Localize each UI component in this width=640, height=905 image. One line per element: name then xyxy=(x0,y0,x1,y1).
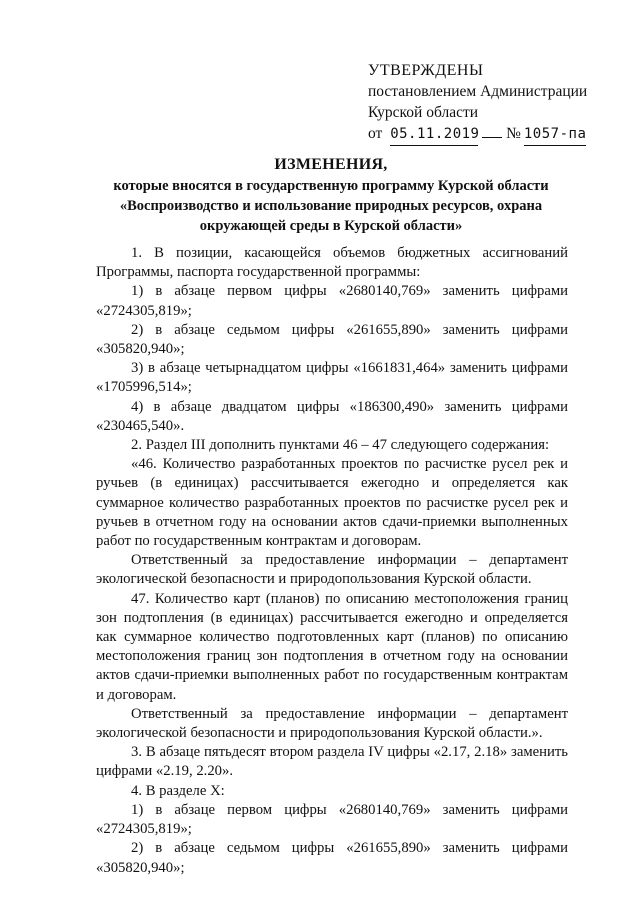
paragraph: 1. В позиции, касающейся объемов бюджетных ассигнований Программы, паспорта государственной программы: xyxy=(96,245,568,281)
approval-decree: постановлением Администрации xyxy=(368,83,588,100)
number-prefix: № xyxy=(506,125,521,142)
approval-date-line xyxy=(368,123,608,146)
paragraph: 3) в абзаце четырнадцатом цифры «1661831,464» заменить цифрами «1705996,514»; xyxy=(96,360,568,396)
paragraph: 4. В разделе X: xyxy=(131,782,225,799)
approval-title: УТВЕРЖДЕНЫ xyxy=(368,62,484,79)
paragraph: Ответственный за предоставление информации – департамент экологической безопасности и природопользования Курской области. xyxy=(96,552,568,588)
paragraph: 2) в абзаце седьмом цифры «261655,890» заменить цифрами «305820,940»; xyxy=(96,840,568,876)
approval-region: Курской области xyxy=(368,104,479,121)
decree-date: 05.11.2019 xyxy=(390,124,478,146)
paragraph: 4) в абзаце двадцатом цифры «186300,490» заменить цифрами «230465,540». xyxy=(96,398,568,434)
paragraph: 2. Раздел III дополнить пунктами 46 – 47 следующего содержания: xyxy=(131,437,550,454)
document-heading: ИЗМЕНЕНИЯ, xyxy=(274,156,388,173)
paragraph: 1) в абзаце первом цифры «2680140,769» заменить цифрами «2724305,819»; xyxy=(96,801,568,838)
paragraph: 3. В абзаце пятьдесят втором раздела IV цифры «2.17, 2.18» заменить цифрами «2.19, 2.20». xyxy=(96,744,568,780)
paragraph: «46. Количество разработанных проектов по расчистке русел рек и ручьев (в единицах) рассчитывается ежегодно и определяется как суммарное количество разработанных проектов по расчистке русел рек и ручьев в отчетном году на основании актов сдачи-приемки выполненных работ по государственным контрактам и договорам. xyxy=(96,456,568,550)
paragraph: 1) в абзаце первом цифры «2680140,769» заменить цифрами «2724305,819»; xyxy=(96,283,568,319)
paragraph: 2) в абзаце седьмом цифры «261655,890» заменить цифрами «305820,940»; xyxy=(96,321,568,358)
approval-stamp xyxy=(368,60,608,146)
document-subheading: которые вносятся в государственную программу Курской области «Воспроизводство и использование природных ресурсов, охрана окружающей среды в Курской области» xyxy=(113,178,549,234)
decree-number: 1057-па xyxy=(524,124,587,146)
underline xyxy=(482,137,502,138)
date-prefix: от xyxy=(368,125,383,142)
document-body xyxy=(96,244,568,878)
paragraph: Ответственный за предоставление информации – департамент экологической безопасности и природопользования Курской области.». xyxy=(96,705,568,742)
paragraph: 47. Количество карт (планов) по описанию местоположения границ зон подтопления (в единицах) рассчитывается ежегодно и определяется как суммарное количество подготовленных карт (планов) по описанию местоположения границ зон подтопления в отчетном году на основании актов сдачи-приемки выполненных работ по государственным контрактам и договорам. xyxy=(96,590,568,703)
